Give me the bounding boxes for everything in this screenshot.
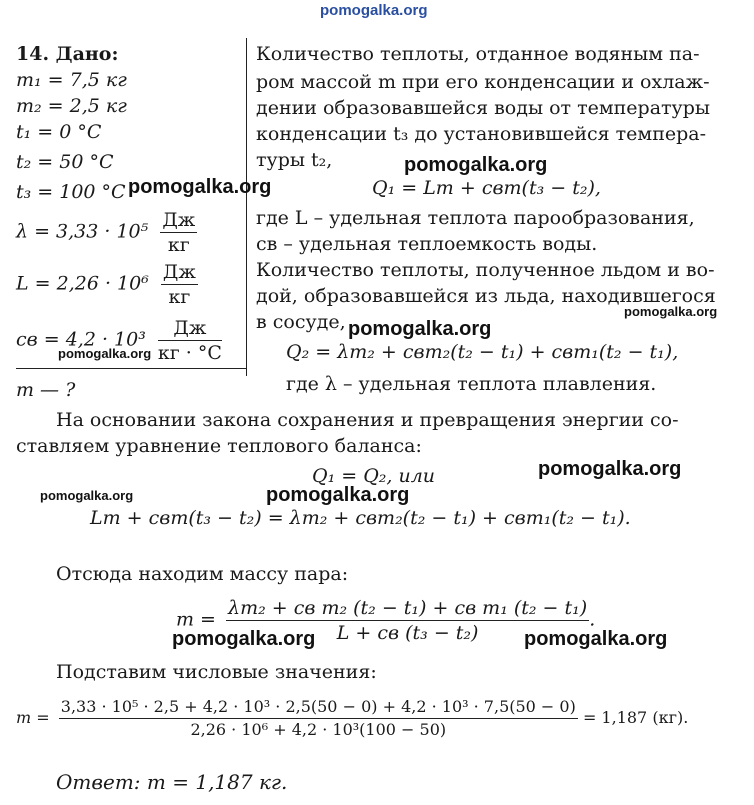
unit-numerator: Дж xyxy=(162,261,196,283)
numeric-denominator: 2,26 · 10⁶ + 4,2 · 10³(100 − 50) xyxy=(190,720,447,739)
problem-heading: 14. Дано: xyxy=(16,43,119,65)
right-line-11: где λ – удельная теплота плавления. xyxy=(286,373,657,395)
watermark: pomogalka.org xyxy=(40,488,134,503)
given-t2: t₂ = 50 °C xyxy=(16,151,114,173)
equation-mass-formula: m = $\frac{\text{λm₂ + cв m₂ (t₂ − t₁) + cв m₁ (t₂ − t₁)}}{\text{L + cв (t₃ − t₂)}}$ . xyxy=(176,597,596,644)
unit-denominator: кг · °C xyxy=(157,342,222,364)
given-c-value: cв = 4,2 · 10³ xyxy=(16,328,146,351)
right-line-7: cв – удельная теплоемкость воды. xyxy=(256,233,598,255)
right-line-6: где L – удельная теплота парообразования, xyxy=(256,207,695,229)
answer-label: Ответ: xyxy=(56,770,141,794)
right-line-1: Количество теплоты, отданное водяным па- xyxy=(256,43,700,65)
watermark: pomogalka.org xyxy=(172,628,316,650)
watermark: pomogalka.org xyxy=(524,628,668,650)
answer-value: m = 1,187 кг. xyxy=(146,770,288,794)
paragraph-balance-1: На основании закона сохранения и превращения энергии со- xyxy=(56,409,679,431)
watermark: pomogalka.org xyxy=(348,318,492,340)
formula-numerator: λm₂ + cв m₂ (t₂ − t₁) + cв m₁ (t₂ − t₁) xyxy=(228,597,588,619)
given-L-unit xyxy=(161,260,198,309)
right-line-5: туры t₂, xyxy=(256,149,333,171)
given-divider-horizontal xyxy=(16,368,246,369)
numeric-lhs: m = xyxy=(16,708,50,727)
watermark-top: pomogalka.org xyxy=(320,2,428,19)
watermark: pomogalka.org xyxy=(624,304,718,319)
answer xyxy=(56,770,287,794)
equation-numeric xyxy=(16,696,688,741)
numeric-result: = 1,187 (кг). xyxy=(582,708,689,727)
formula-lhs: m = xyxy=(176,608,216,631)
given-m1: m₁ = 7,5 кг xyxy=(16,69,127,91)
right-line-8: Количество теплоты, полученное льдом и во- xyxy=(256,259,715,281)
paragraph-substitute: Подставим числовые значения: xyxy=(56,661,377,683)
paragraph-find-mass: Отсюда находим массу пара: xyxy=(56,563,349,585)
equation-balance: Q₁ = Q₂, или xyxy=(312,465,436,487)
unit-numerator: Дж xyxy=(158,316,222,341)
watermark: pomogalka.org xyxy=(404,154,548,176)
watermark: pomogalka.org xyxy=(538,458,682,480)
given-c-unit xyxy=(158,316,222,365)
given-L xyxy=(16,260,198,309)
watermark: pomogalka.org xyxy=(266,484,410,506)
right-line-9: дой, образовавшейся из льда, находившегося xyxy=(256,285,716,307)
given-lambda xyxy=(16,208,197,257)
given-t1: t₁ = 0 °C xyxy=(16,121,102,143)
watermark: pomogalka.org xyxy=(58,346,152,361)
unit-denominator: кг xyxy=(168,286,191,308)
given-lambda-value: λ = 3,33 · 10⁵ xyxy=(16,220,149,243)
numeric-fraction xyxy=(59,696,578,741)
given-lambda-unit xyxy=(160,208,197,257)
numeric-numerator: 3,33 · 10⁵ · 2,5 + 4,2 · 10³ · 2,5(50 − 0) + 4,2 · 10³ · 7,5(50 − 0) xyxy=(59,696,578,719)
equation-expanded: Lm + cвm(t₃ − t₂) = λm₂ + cвm₂(t₂ − t₁) + cвm₁(t₂ − t₁). xyxy=(90,507,631,529)
paragraph-balance-2: ставляем уравнение теплового баланса: xyxy=(16,435,422,457)
right-line-4: конденсации t₃ до установившейся темпера- xyxy=(256,123,707,145)
equation-q1: Q₁ = Lm + cвm(t₃ − t₂), xyxy=(372,177,601,199)
given-m2: m₂ = 2,5 кг xyxy=(16,95,127,117)
unit-denominator: кг xyxy=(167,234,190,256)
formula-denominator: L + cв (t₃ − t₂) xyxy=(336,622,479,644)
given-t3: t₃ = 100 °C xyxy=(16,181,126,203)
right-line-2: ром массой m при его конденсации и охлаж- xyxy=(256,71,710,93)
watermark: pomogalka.org xyxy=(128,176,272,198)
right-line-3: дении образовавшейся воды от температуры xyxy=(256,97,710,119)
given-find: m — ? xyxy=(16,379,76,401)
given-divider-vertical xyxy=(246,38,247,376)
right-line-10: в сосуде, xyxy=(256,311,346,333)
equation-q2: Q₂ = λm₂ + cвm₂(t₂ − t₁) + cвm₁(t₂ − t₁), xyxy=(286,341,679,363)
unit-numerator: Дж xyxy=(162,209,196,231)
given-L-value: L = 2,26 · 10⁶ xyxy=(16,272,149,295)
